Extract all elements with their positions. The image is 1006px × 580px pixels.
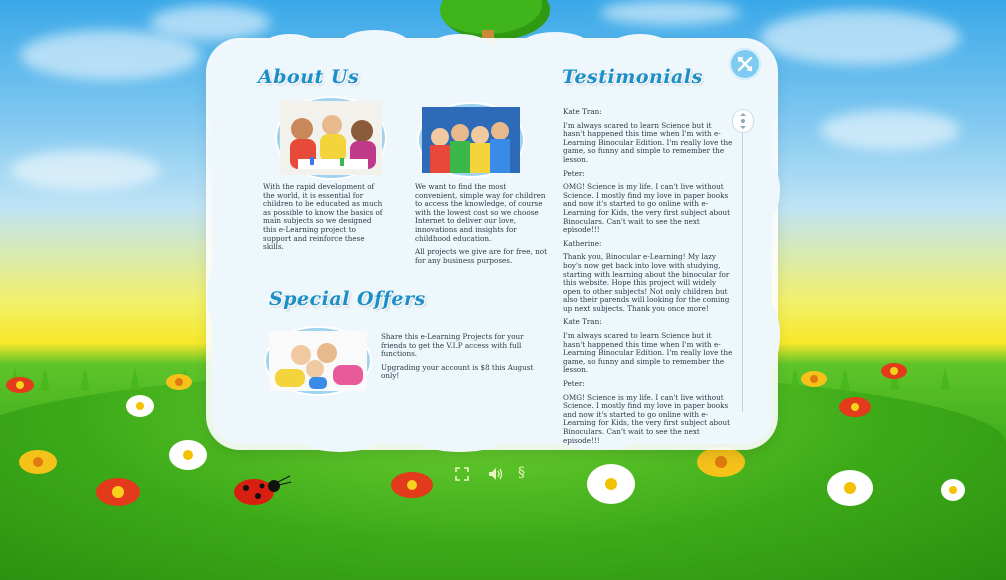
about-photo-kids-group — [419, 104, 523, 176]
testimonial-author: Katherine: — [563, 238, 602, 248]
about-photo-kids-drawing — [277, 98, 385, 178]
white-flower-icon — [125, 393, 155, 419]
testimonial-author: Peter: — [563, 168, 585, 178]
testimonial-text: OMG! Science is my life. I can't live without Science. I mostly find my love in paper books and now it's started to go online with e-Learning for Kids, the very first subject about Binoculars. Can't wait to see the next episode!!! — [563, 182, 730, 235]
testimonial-text: I'm always scared to learn Science but it hasn't happened this time when I'm with e-Learning Binocular Edition. I'm really love the game, so funny and simple to remember the lesson. — [563, 331, 733, 375]
yellow-flower-icon — [800, 370, 828, 388]
fullscreen-button[interactable] — [455, 467, 469, 485]
scroll-up-arrow-icon — [740, 113, 746, 116]
white-flower-icon — [168, 438, 208, 472]
testimonial-author: Kate Tran: — [563, 107, 602, 116]
testimonial-text: OMG! Science is my life. I can't live without Science. I mostly find my love in paper books and now it's started to go online with e-Learning for Kids, the very first subject about Binoculars. Can't wait to see the next episode!!! — [563, 392, 730, 445]
yellow-flower-icon — [165, 372, 193, 392]
red-flower-icon — [880, 362, 908, 380]
offers-photo-kids-lying — [266, 328, 370, 394]
testimonial-text: Thank you, Binocular e-Learning! My lazy boy's now get back into love with studying, starting with learning about the binocular for this website. Hope this project will widely open to other subjects! Not only children but also their parends will looking for the coming up next subjects. Thank you once more! — [563, 252, 730, 313]
info-button[interactable]: § — [518, 465, 525, 481]
close-icon — [736, 55, 754, 73]
red-flower-icon — [95, 476, 141, 508]
red-flower-icon — [5, 375, 35, 395]
about-us-title: About Us — [258, 66, 360, 88]
testimonials-list — [563, 107, 733, 445]
testimonial-author: Peter: — [563, 379, 585, 389]
about-text-col2: We want to find the most convenient, simple way for children to access the knowledge, of course with the lowest cost so we choose Internet to deliver our love, innovations and insights for childhood education. All projects we give are for free, not for any business purposes. — [415, 182, 547, 265]
white-flower-icon — [940, 478, 966, 502]
testimonial-author: Kate Tran: — [563, 317, 602, 327]
testimonial-text: I'm always scared to learn Science but it hasn't happened this time when I'm with e-Learning Binocular Edition. I'm really love the game, so funny and simple to remember the lesson. — [563, 120, 733, 164]
white-flower-icon — [826, 468, 874, 508]
about-text-col1: With the rapid development of the world, it is essential for children to be educated as much as possible to know the basics of main subjects so we designed this e-Learning project to support and reinforce these skills. — [263, 182, 383, 252]
testimonial-item — [563, 318, 733, 375]
offers-text: Share this e-Learning Projects for your friends to get the V.I.P access with full functions. Upgrading your account is $8 this August only! — [381, 332, 534, 381]
close-button[interactable] — [729, 48, 761, 80]
testimonials-title: Testimonials — [562, 66, 703, 88]
yellow-flower-icon — [18, 448, 58, 476]
sound-icon — [488, 467, 504, 481]
testimonial-item — [563, 380, 733, 445]
red-flower-icon — [390, 470, 434, 500]
ladybug-icon — [232, 474, 292, 506]
scrollbar-track[interactable] — [742, 120, 743, 412]
scrollbar-thumb[interactable] — [733, 110, 753, 132]
white-flower-icon — [586, 462, 636, 506]
testimonial-item — [563, 240, 733, 314]
testimonial-item — [563, 108, 733, 165]
testimonial-item — [563, 170, 733, 235]
fullscreen-icon — [455, 467, 469, 481]
scroll-down-arrow-icon — [740, 126, 746, 129]
special-offers-title: Special Offers — [269, 288, 426, 310]
red-flower-icon — [838, 396, 872, 418]
yellow-flower-icon — [696, 445, 746, 479]
sound-button[interactable] — [488, 467, 504, 485]
